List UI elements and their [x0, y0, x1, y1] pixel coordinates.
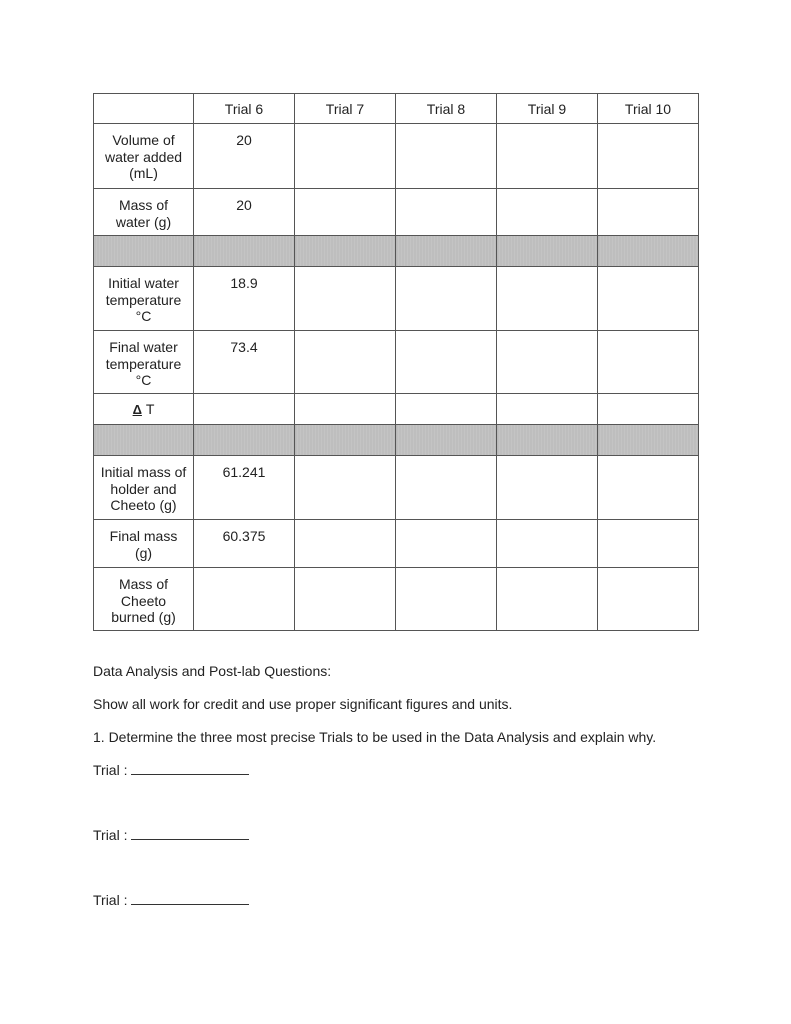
cell-mass-water-trial-9 [497, 189, 598, 236]
question-1: 1. Determine the three most precise Trials to be used in the Data Analysis and explain why. [93, 729, 657, 745]
shaded-cell [295, 236, 396, 267]
cell-initial-temp-trial-6: 18.9 [194, 267, 295, 331]
cell-initial-mass-trial-7 [295, 456, 396, 520]
cell-final-mass-trial-8 [396, 520, 497, 568]
table-row-delta-t [94, 394, 699, 425]
header-corner-cell [94, 94, 194, 124]
table-row-initial-temp [94, 267, 699, 331]
row-label-mass-water: Mass of water (g) [94, 189, 194, 236]
cell-volume-trial-9 [497, 124, 598, 189]
row-label-initial-mass: Initial mass of holder and Cheeto (g) [94, 456, 194, 520]
shaded-divider-row [94, 425, 699, 456]
cell-initial-temp-trial-7 [295, 267, 396, 331]
data-table [93, 93, 699, 631]
cell-initial-mass-trial-9 [497, 456, 598, 520]
shaded-cell [497, 236, 598, 267]
shaded-cell [194, 425, 295, 456]
trial-answer-line-3 [93, 892, 249, 908]
trial-answer-line-1 [93, 762, 249, 778]
table-row-final-temp [94, 331, 699, 394]
shaded-divider-row [94, 236, 699, 267]
trial-answer-line-2 [93, 827, 249, 843]
cell-final-temp-trial-7 [295, 331, 396, 394]
cell-mass-burned-trial-10 [598, 568, 699, 631]
table-row-mass-water [94, 189, 699, 236]
header-trial-10: Trial 10 [598, 94, 699, 124]
header-trial-9: Trial 9 [497, 94, 598, 124]
cell-final-temp-trial-9 [497, 331, 598, 394]
trial-prompt-label: Trial : [93, 892, 128, 908]
row-label-final-temp: Final water temperature °C [94, 331, 194, 394]
cell-delta-t-trial-7 [295, 394, 396, 425]
shaded-cell [94, 425, 194, 456]
shaded-cell [295, 425, 396, 456]
row-label-mass-burned: Mass of Cheeto burned (g) [94, 568, 194, 631]
shaded-cell [598, 236, 699, 267]
instructions-text: Show all work for credit and use proper significant figures and units. [93, 696, 513, 712]
cell-initial-temp-trial-10 [598, 267, 699, 331]
delta-label-rest: T [141, 401, 155, 417]
shaded-cell [94, 236, 194, 267]
shaded-cell [396, 425, 497, 456]
shaded-cell [194, 236, 295, 267]
cell-delta-t-trial-10 [598, 394, 699, 425]
trial-prompt-label: Trial : [93, 827, 128, 843]
row-label-delta-t [94, 394, 194, 425]
cell-delta-t-trial-6 [194, 394, 295, 425]
shaded-cell [497, 425, 598, 456]
answer-blank[interactable] [131, 827, 249, 840]
delta-symbol: Δ [132, 402, 142, 417]
cell-initial-temp-trial-8 [396, 267, 497, 331]
cell-volume-trial-6: 20 [194, 124, 295, 189]
cell-initial-temp-trial-9 [497, 267, 598, 331]
row-label-final-mass: Final mass (g) [94, 520, 194, 568]
cell-initial-mass-trial-6: 61.241 [194, 456, 295, 520]
cell-final-mass-trial-9 [497, 520, 598, 568]
cell-volume-trial-8 [396, 124, 497, 189]
table-row-initial-mass [94, 456, 699, 520]
cell-mass-water-trial-7 [295, 189, 396, 236]
cell-mass-burned-trial-7 [295, 568, 396, 631]
cell-final-mass-trial-7 [295, 520, 396, 568]
cell-final-temp-trial-6: 73.4 [194, 331, 295, 394]
header-trial-8: Trial 8 [396, 94, 497, 124]
row-label-volume: Volume of water added (mL) [94, 124, 194, 189]
cell-mass-water-trial-10 [598, 189, 699, 236]
shaded-cell [396, 236, 497, 267]
header-trial-7: Trial 7 [295, 94, 396, 124]
shaded-cell [598, 425, 699, 456]
cell-final-temp-trial-10 [598, 331, 699, 394]
answer-blank[interactable] [131, 892, 249, 905]
trial-prompt-label: Trial : [93, 762, 128, 778]
cell-delta-t-trial-9 [497, 394, 598, 425]
cell-mass-burned-trial-9 [497, 568, 598, 631]
cell-mass-burned-trial-6 [194, 568, 295, 631]
cell-delta-t-trial-8 [396, 394, 497, 425]
table-header-row [94, 94, 699, 124]
table-row-volume [94, 124, 699, 189]
cell-initial-mass-trial-10 [598, 456, 699, 520]
header-trial-6: Trial 6 [194, 94, 295, 124]
table-row-mass-burned [94, 568, 699, 631]
table-row-final-mass [94, 520, 699, 568]
answer-blank[interactable] [131, 762, 249, 775]
cell-mass-water-trial-8 [396, 189, 497, 236]
cell-final-mass-trial-6: 60.375 [194, 520, 295, 568]
cell-final-temp-trial-8 [396, 331, 497, 394]
row-label-initial-temp: Initial water temperature °C [94, 267, 194, 331]
cell-volume-trial-7 [295, 124, 396, 189]
cell-mass-water-trial-6: 20 [194, 189, 295, 236]
cell-final-mass-trial-10 [598, 520, 699, 568]
section-title: Data Analysis and Post-lab Questions: [93, 663, 332, 679]
cell-mass-burned-trial-8 [396, 568, 497, 631]
cell-volume-trial-10 [598, 124, 699, 189]
cell-initial-mass-trial-8 [396, 456, 497, 520]
